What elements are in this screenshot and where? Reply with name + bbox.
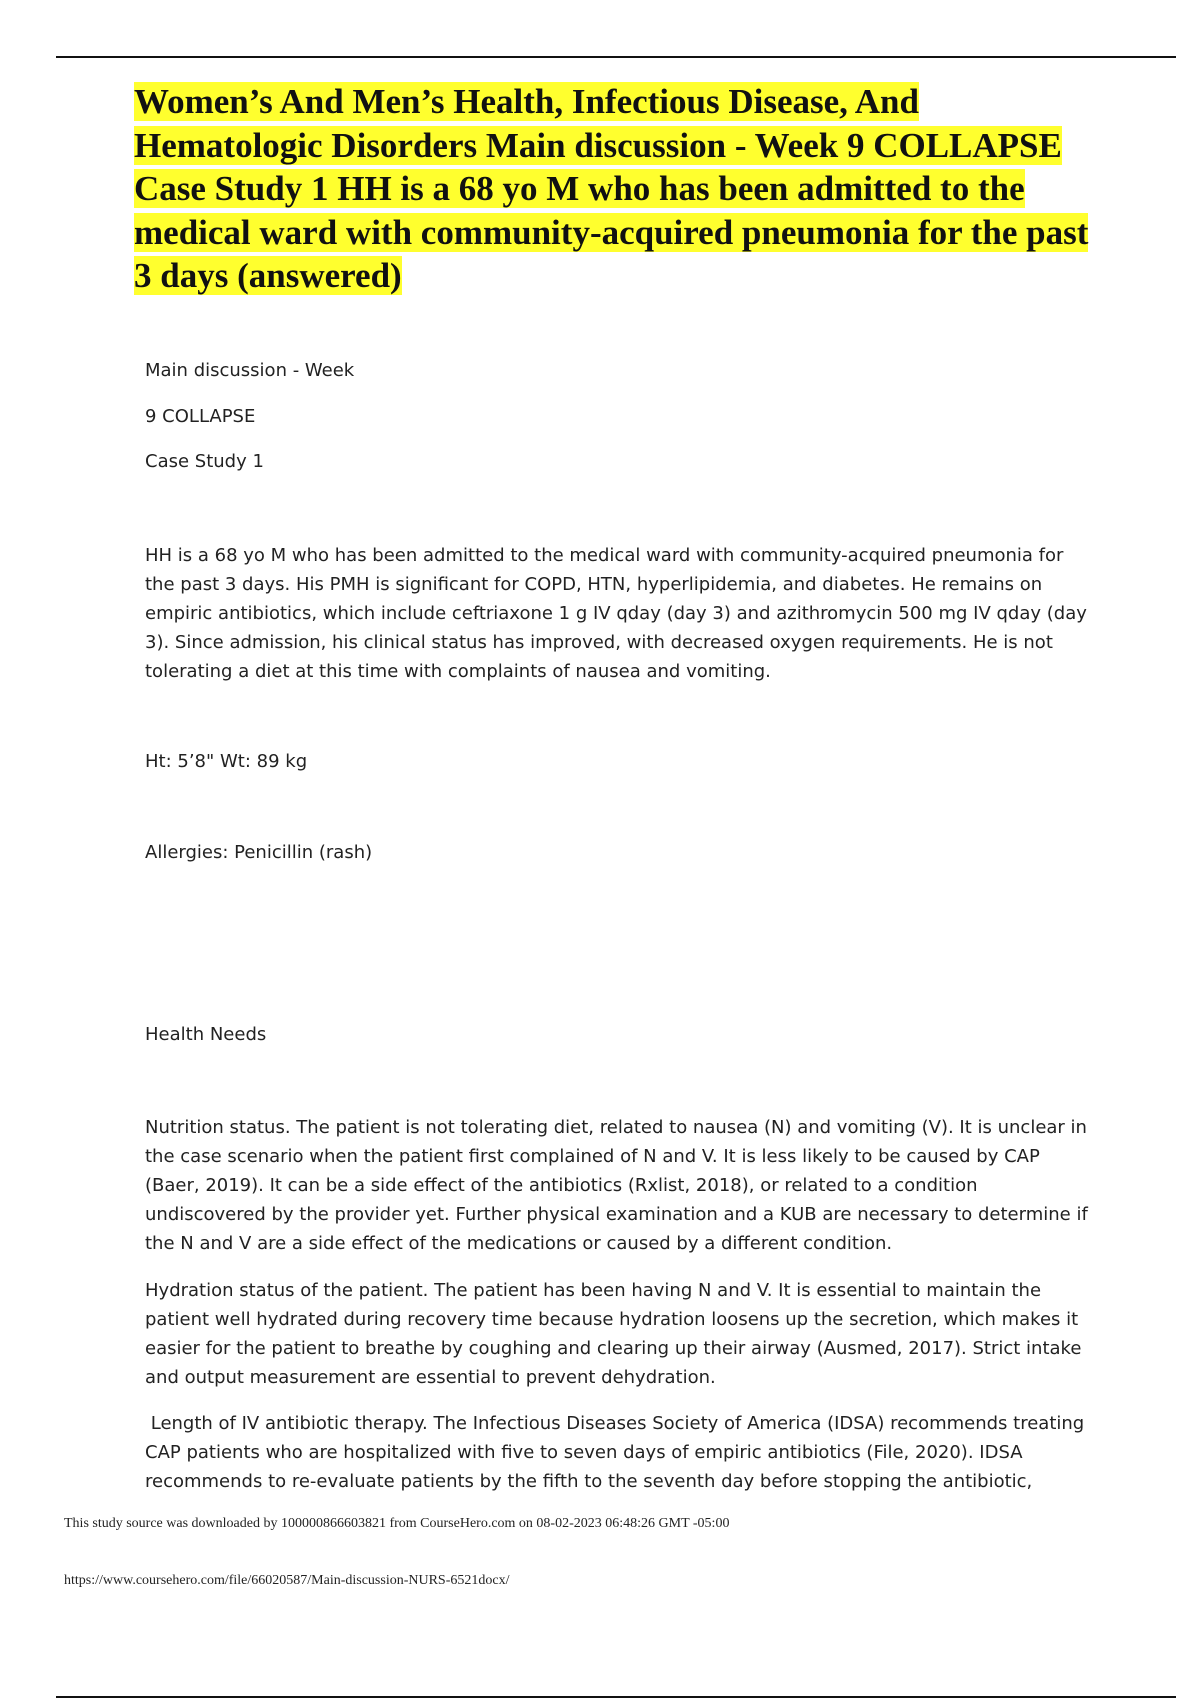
nutrition-paragraph: Nutrition status. The patient is not tolerating diet, related to nausea (N) and vomiting (V). It is unclear in the case scenario when the patient first complained of N and V. It is less likely to be caused by CAP (Baer, 2019). It can be a side effect of the antibiotics (Rxlist, 2018), or related to a condition undiscovered by the provider yet. Further physical examination and a KUB are necessary to determine if the N and V are a side effect of the medications or caused by a different condition. (145, 1117, 1088, 1254)
heading-line-3: Case Study 1 (145, 451, 264, 472)
heading-line-2: 9 COLLAPSE (145, 406, 256, 427)
height-weight: Ht: 5’8" Wt: 89 kg (145, 751, 308, 772)
source-url[interactable]: https://www.coursehero.com/file/66020587/Main-discussion-NURS-6521docx/ (64, 1573, 510, 1588)
allergies: Allergies: Penicillin (rash) (145, 842, 373, 863)
case-paragraph: HH is a 68 yo M who has been admitted to the medical ward with community-acquired pneumonia for the past 3 days. His PMH is significant for COPD, HTN, hyperlipidemia, and diabetes. He remains on empiric antibiotics, which include ceftriaxone 1 g IV qday (day 3) and azithromycin 500 mg IV qday (day 3). Since admission, his clinical status has improved, with decreased oxygen requirements. He is not tolerating a diet at this time with complaints of nausea and vomiting. (145, 545, 1087, 682)
heading-line-1: Main discussion - Week (145, 360, 355, 381)
health-needs-heading: Health Needs (145, 1024, 267, 1045)
iv-paragraph: Length of IV antibiotic therapy. The Infectious Diseases Society of America (IDSA) recommends treating CAP patients who are hospitalized with five to seven days of empiric antibiotics (File, 2020). IDSA recommends to re-evaluate patients by the fifth to the seventh day before stopping the antibiotic, (145, 1413, 1090, 1492)
hydration-paragraph: Hydration status of the patient. The patient has been having N and V. It is essential to maintain the patient well hydrated during recovery time because hydration loosens up the secretion, which makes it easier for the patient to breathe by coughing and clearing up their airway (Ausmed, 2017). Strict intake and output measurement are essential to prevent dehydration. (145, 1280, 1082, 1388)
top-rule (56, 56, 1176, 58)
title-highlight: Women’s And Men’s Health, Infectious Disease, And Hematologic Disorders Main discussion - Week 9 COLLAPSE Case Study 1 HH is a 68 yo M who has been admitted to the medical ward with community-acquired pneumonia for the past 3 days (answered) (134, 82, 1089, 295)
download-notice: This study source was downloaded by 100000866603821 from CourseHero.com on 08-02-2023 06:48:26 GMT -05:00 (64, 1516, 730, 1531)
document-title (134, 80, 1094, 298)
bottom-rule (56, 1696, 1176, 1698)
